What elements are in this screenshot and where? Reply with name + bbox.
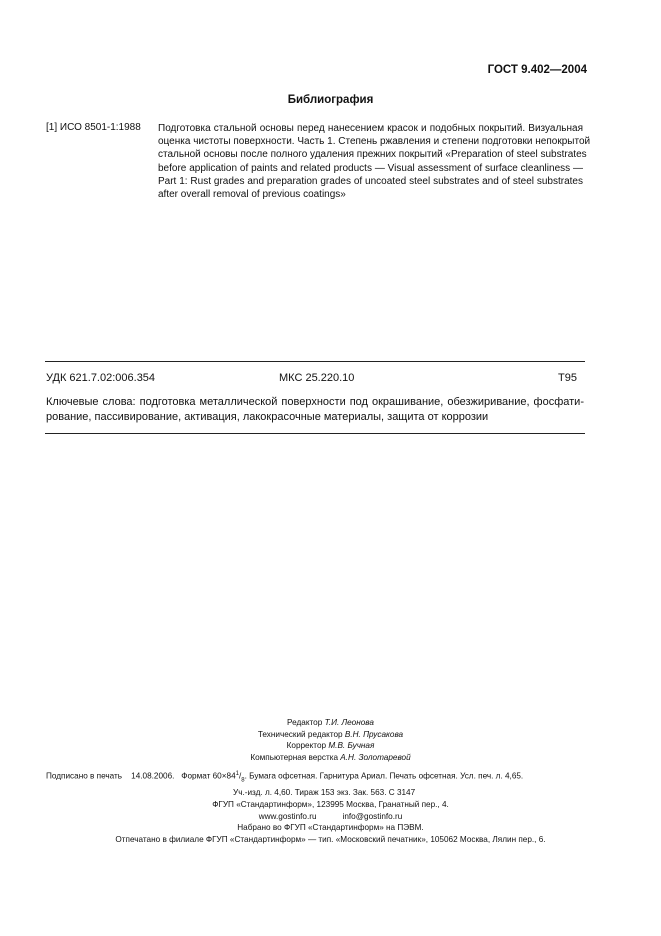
publisher-info [0,799,661,845]
publisher-typeset: Набрано во ФГУП «Стандартинформ» на ПЭВМ. [237,823,424,833]
printing-info [46,769,586,799]
credits [0,717,661,763]
bibliography-line: стальной основы после полного удаления прежних покрытий «Preparation of steel substrates [158,149,587,161]
publisher-address: ФГУП «Стандартинформ», 123995 Москва, Гранатный пер., 4. [212,800,449,809]
divider-top [45,361,585,362]
bibliography-entry [158,122,591,201]
standard-number: ГОСТ 9.402—2004 [487,64,587,76]
mks-code: МКС 25.220.10 [279,372,355,384]
keywords-line: рование, пассивирование, активация, лакокрасочные материалы, защита от коррозии [46,410,489,423]
publisher-printed: Отпечатано в филиале ФГУП «Стандартинформ» — тип. «Московский печатник», 105062 Москва, Лялин пер., 6. [115,834,546,844]
printing-line: Уч.-изд. л. 4,60. Тираж 153 экз. Зак. 563. С 3147 [233,788,416,798]
credit-layout: Компьютерная верстка А.Н. Золотаревой [250,752,411,762]
publisher-email-link[interactable]: info@gostinfo.ru [342,811,403,821]
divider-bottom [45,433,585,434]
keywords-line: Ключевые слова: подготовка металлической поверхности под окрашивание, обезжиривание, фосфати- [46,396,584,408]
credit-tech-editor: Технический редактор В.Н. Прусакова [257,729,404,739]
credit-proofreader: Корректор М.В. Бучная [286,741,375,751]
classification-code: Т95 [558,372,577,384]
udk-code: УДК 621.7.02:006.354 [46,372,156,384]
bibliography-line: Part 1: Rust grades and preparation grades of uncoated steel substrates and of steel substrates [158,175,583,187]
publisher-website-link[interactable]: www.gostinfo.ru [258,811,317,821]
bibliography-reference: [1] ИСО 8501-1:1988 [46,122,141,133]
printing-line: Подписано в печать 14.08.2006. Формат $60\times 84^1/_8$. Бумага офсетная. Гарнитура Ариал. Печать офсетная. Усл. печ. л. 4,65. [46,771,524,784]
bibliography-line: Подготовка стальной основы перед нанесением красок и подобных покрытий. Визуальная [158,123,583,134]
keywords [46,395,584,424]
bibliography-title: Библиография [287,94,374,106]
bibliography-line: оценка чистоты поверхности. Часть 1. Степень ржавления и степени подготовки непокрытой [158,136,591,148]
credit-editor: Редактор Т.И. Леонова [287,718,374,727]
bibliography-line: before application of paints and related products — Visual assessment of surface cleanliness — [158,162,583,174]
publisher-contacts [0,811,661,823]
bibliography-line: after overall removal of previous coatings» [158,189,346,201]
